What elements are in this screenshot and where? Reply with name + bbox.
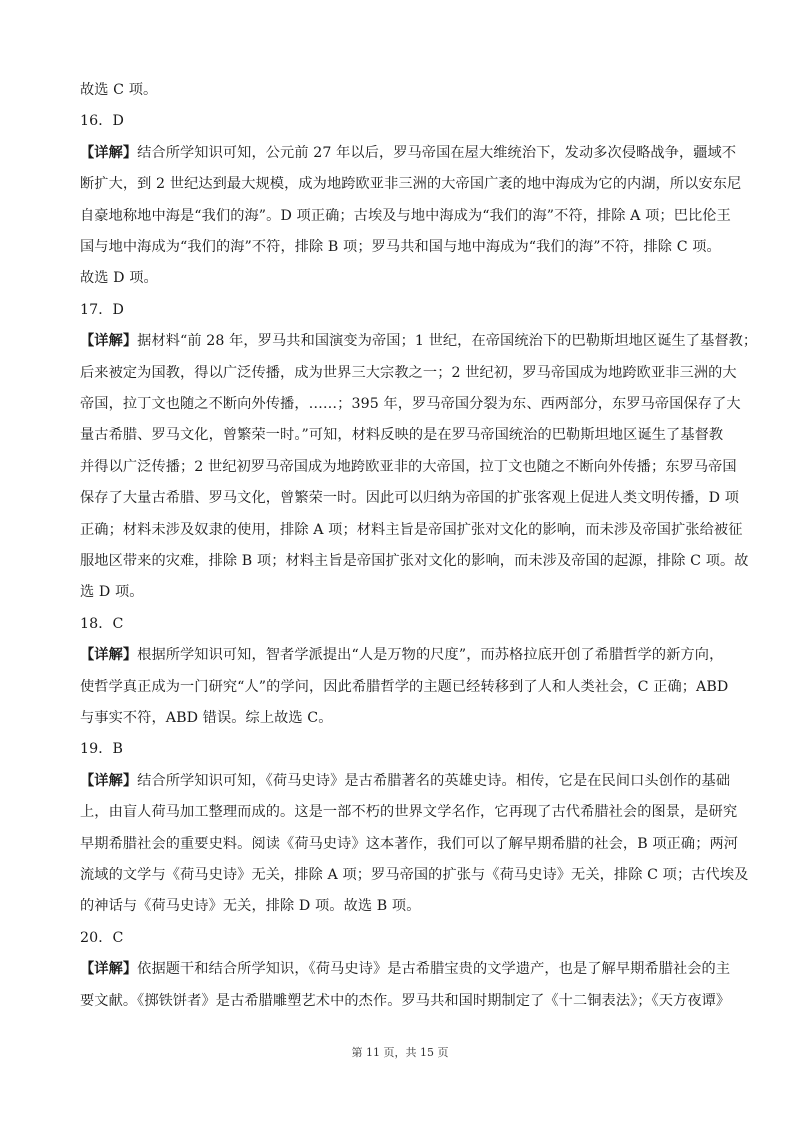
line-text: 17．D [80,301,125,318]
line-text: 并得以广泛传播；2 世纪初罗马帝国成为地跨欧亚非的大帝国，拉丁文也随之不断向外传播；东罗马帝国 [80,458,737,475]
detail-tag: 【详解】 [80,772,138,789]
line-text: 故选 C 项。 [80,82,158,98]
line-text: 使哲学真正成为一门研究“人”的学问，因此希腊哲学的主题已经转移到了人和人类社会，C 正确；ABD [80,678,729,695]
line-text: 流域的文学与《荷马史诗》无关，排除 A 项；罗马帝国的扩张与《荷马史诗》无关，排除 C 项；古代埃及 [80,867,749,883]
detail-tag: 【详解】 [80,961,138,978]
text-line [80,300,720,320]
line-text: 正确；材料未涉及奴隶的使用，排除 A 项；材料主旨是帝国扩张对文化的影响，而未涉及帝国扩张给被征 [80,521,743,538]
text-line [80,834,739,854]
detail-tag: 【详解】 [80,647,138,664]
text-line [80,551,749,571]
line-text: 早期希腊社会的重要史料。阅读《荷马史诗》这本著作，我们可以了解早期希腊的社会，B 项正确；两河 [80,835,739,852]
line-text: 据材料“前 28 年，罗马共和国演变为帝国；1 世纪，在帝国统治下的巴勒斯坦地区诞生了基督教； [137,333,758,350]
text-line [80,582,720,602]
line-text: 的神话与《荷马史诗》无关，排除 D 项。故选 B 项。 [80,898,421,915]
page-footer: 第 11 页，共 15 页 [351,1046,449,1059]
line-text: 自豪地称地中海是“我们的海”。D 项正确；古埃及与地中海成为“我们的海”不符，排除 A 项；巴比伦王 [80,207,731,224]
text-line [80,143,737,163]
text-line [80,928,720,948]
line-text: 与事实不符，ABD 错误。综上故选 C。 [80,710,333,726]
text-line [80,331,758,351]
line-text: 19．B [80,741,124,758]
line-text: 量古希腊、罗马文化，曾繁荣一时。”可知，材料反映的是在罗马帝国统治的巴勒斯坦地区诞生了基督教 [80,427,724,444]
text-line [80,520,743,540]
line-text: 国与地中海成为“我们的海”不符，排除 B 项；罗马共和国与地中海成为“我们的海”不符，排除 C 项。 [80,239,721,255]
line-text: 保存了大量古希腊、罗马文化，曾繁荣一时。因此可以归纳为帝国的扩张客观上促进人类文明传播，D 项 [80,490,740,507]
line-text: 18．C [80,615,124,632]
line-text: 后来被定为国教，得以广泛传播，成为世界三大宗教之一；2 世纪初，罗马帝国成为地跨欧亚非三洲的大 [80,364,737,381]
text-line [80,268,720,288]
line-text: 帝国，拉丁文也随之不断向外传播，……；395 年，罗马帝国分裂为东、西两部分，东罗马帝国保存了大 [80,396,741,412]
text-line [80,174,742,194]
line-text: 结合所学知识可知，《荷马史诗》是古希腊著名的英雄史诗。相传，它是在民间口头创作的基础 [137,772,731,789]
line-text: 服地区带来的灾难，排除 B 项；材料主旨是帝国扩张对文化的影响，而未涉及帝国的起源，排除 C 项。故 [80,553,749,569]
text-line [80,363,737,383]
line-text: 依据题干和结合所学知识，《荷马史诗》是古希腊宝贵的文学遗产，也是了解早期希腊社会的主 [137,961,731,978]
text-line [80,80,720,100]
text-line [80,111,720,131]
text-line [80,991,731,1011]
text-line [80,677,729,697]
text-line [80,865,749,885]
line-text: 要文献。《掷铁饼者》是古希腊雕塑艺术中的杰作。罗马共和国时期制定了《十二铜表法》；《天方夜谭》 [80,992,731,1009]
text-line [80,802,738,822]
detail-tag: 【详解】 [80,144,138,161]
line-text: 断扩大，到 2 世纪达到最大规模，成为地跨欧亚非三洲的大帝国广袤的地中海成为它的内湖，所以安东尼 [80,176,742,193]
text-line [80,708,720,728]
text-line [80,206,731,226]
text-line [80,896,720,916]
text-line [80,614,720,634]
text-line [80,394,741,414]
text-line [80,488,740,508]
text-line [80,771,731,791]
line-text: 根据所学知识可知，智者学派提出“人是万物的尺度”，而苏格拉底开创了希腊哲学的新方向， [137,647,724,664]
line-text: 16．D [80,113,125,130]
text-line [80,645,724,665]
text-line [80,425,724,445]
line-text: 上，由盲人荷马加工整理而成的。这是一部不朽的世界文学名作，它再现了古代希腊社会的图景，是研究 [80,804,738,821]
text-line [80,457,737,477]
detail-tag: 【详解】 [80,333,138,350]
line-text: 20．C [80,929,124,946]
text-line [80,739,720,759]
line-text: 结合所学知识可知，公元前 27 年以后，罗马帝国在屋大维统治下，发动多次侵略战争，疆域不 [137,144,737,161]
text-line [80,237,720,257]
line-text: 故选 D 项。 [80,270,158,287]
text-line [80,959,731,979]
line-text: 选 D 项。 [80,584,144,601]
